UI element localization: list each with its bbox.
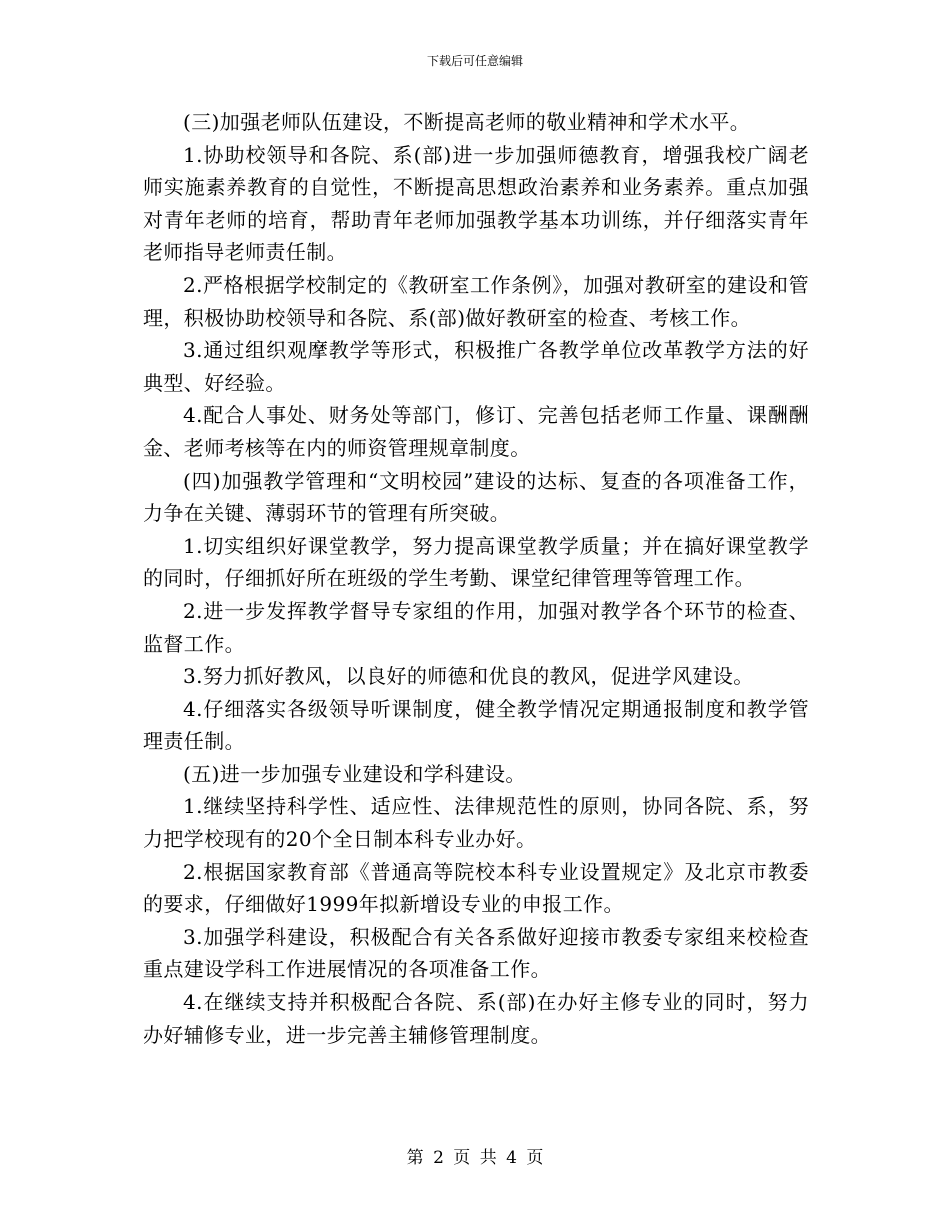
- paragraph: 2.严格根据学校制定的《教研室工作条例》，加强对教研室的建设和管理，积极协助校领导和各院、系(部)做好教研室的检查、考核工作。: [143, 272, 809, 330]
- paragraph: 4.在继续支持并积极配合各院、系(部)在办好主修专业的同时，努力办好辅修专业，进一步完善主辅修管理制度。: [143, 990, 809, 1047]
- paragraph: 3.加强学科建设，积极配合有关各系做好迎接市教委专家组来校检查重点建设学科工作进展情况的各项准备工作。: [143, 924, 809, 982]
- paragraph: 4.仔细落实各级领导听课制度，健全教学情况定期通报制度和教学管理责任制。: [143, 696, 809, 754]
- section-heading-5: (五)进一步加强专业建设和学科建设。: [183, 761, 526, 786]
- paragraph: 4.配合人事处、财务处等部门，修订、完善包括老师工作量、课酬酬金、老师考核等在内的师资管理规章制度。: [143, 403, 809, 460]
- paragraph: 2.进一步发挥教学督导专家组的作用，加强对教学各个环节的检查、监督工作。: [143, 598, 809, 656]
- section-heading-3: (三)加强老师队伍建设，不断提高老师的敬业精神和学术水平。: [183, 110, 751, 134]
- paragraph: 1.继续坚持科学性、适应性、法律规范性的原则，协同各院、系，努力把学校现有的20个全日制本科专业办好。: [143, 794, 809, 852]
- page-footer: 第 2 页 共 4 页: [406, 1148, 544, 1168]
- document-body: [143, 106, 809, 1051]
- paragraph: 3.通过组织观摩教学等形式，积极推广各教学单位改革教学方法的好典型、好经验。: [143, 338, 809, 395]
- section-heading-4: (四)加强教学管理和“文明校园”建设的达标、复查的各项准备工作，力争在关键、薄弱环节的管理有所突破。: [143, 468, 809, 526]
- paragraph: 1.切实组织好课堂教学，努力提高课堂教学质量；并在搞好课堂教学的同时，仔细抓好所在班级的学生考勤、课堂纪律管理等管理工作。: [143, 533, 809, 591]
- paragraph: 2.根据国家教育部《普通高等院校本科专业设置规定》及北京市教委的要求，仔细做好1999年拟新增设专业的申报工作。: [143, 859, 809, 917]
- page-header: 下载后可任意编辑: [426, 54, 523, 68]
- paragraph: 3.努力抓好教风，以良好的师德和优良的教风，促进学风建设。: [183, 664, 754, 689]
- paragraph: 1.协助校领导和各院、系(部)进一步加强师德教育，增强我校广阔老师实施素养教育的自觉性，不断提高思想政治素养和业务素养。重点加强对青年老师的培育，帮助青年老师加强教学基本功训练，并仔细落实青年老师指导老师责任制。: [143, 142, 809, 265]
